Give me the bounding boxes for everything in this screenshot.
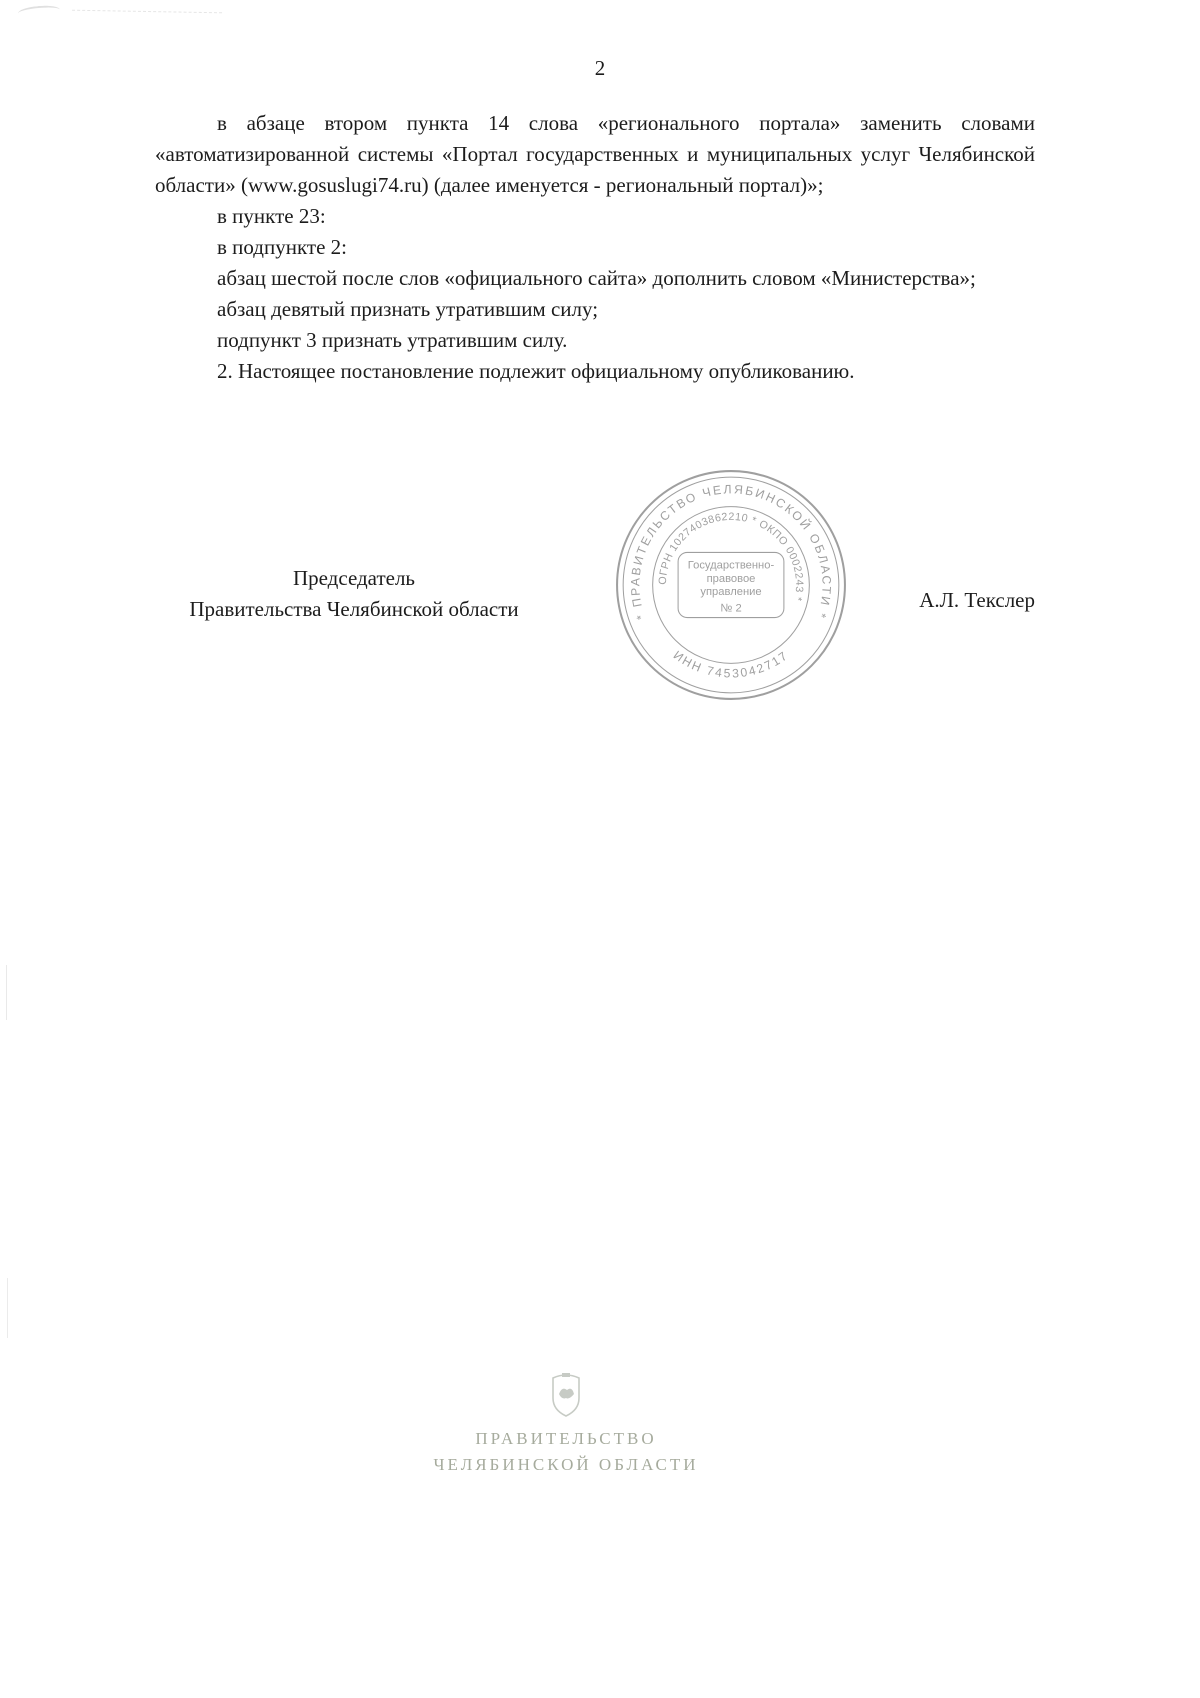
signature-name: А.Л. Текслер xyxy=(919,588,1035,612)
stamp-center-line1: Государственно- xyxy=(687,559,775,572)
scan-artifact xyxy=(72,10,222,20)
paragraph: 2. Настоящее постановление подлежит официальному опубликованию. xyxy=(217,359,855,383)
page-number: 2 xyxy=(594,56,606,80)
signature-position-line2: Правительства Челябинской области xyxy=(189,597,519,621)
stamp-second-circle xyxy=(623,477,839,693)
scan-artifact xyxy=(6,965,7,1020)
stamp-ring-top-text: * ПРАВИТЕЛЬСТВО ЧЕЛЯБИНСКОЙ ОБЛАСТИ * xyxy=(628,482,834,622)
paragraph: в абзаце втором пункта 14 слова «регионального портала» заменить словами «автоматизированной системы «Портал государственных и муниципальных услуг Челябинской области» (www.gosuslugi74.ru) (далее именуется - региональный портал)»; xyxy=(155,111,1035,197)
coat-of-arms-icon xyxy=(545,1372,587,1418)
footer-org-line2: ЧЕЛЯБИНСКОЙ ОБЛАСТИ xyxy=(433,1455,699,1474)
paragraph: в пункте 23: xyxy=(217,204,326,228)
footer-watermark xyxy=(0,1372,1132,1478)
stamp-center-line3: управление xyxy=(700,586,762,599)
paragraph: абзац шестой после слов «официального сайта» дополнить словом «Министерства»; xyxy=(217,266,976,290)
stamp-middle-circle xyxy=(653,507,810,664)
stamp-ring-bottom-text: ИНН 7453042717 xyxy=(670,647,792,681)
stamp-center-line4: № 2 xyxy=(720,602,742,615)
signature-position-line1: Председатель xyxy=(292,566,416,590)
stamp-outer-circle xyxy=(617,471,845,699)
scan-artifact xyxy=(7,1278,8,1338)
paragraph: подпункт 3 признать утратившим силу. xyxy=(217,328,568,352)
stamp-ring-inner-text: ОГРН 1027403862210 * ОКПО 0002243 * xyxy=(656,510,806,603)
official-seal-stamp xyxy=(614,468,848,702)
signature-position xyxy=(150,563,558,625)
stamp-center-line2: правовое xyxy=(706,572,756,585)
paragraph: в подпункте 2: xyxy=(217,235,347,259)
footer-org-line1: ПРАВИТЕЛЬСТВО xyxy=(475,1429,657,1448)
paragraph: абзац девятый признать утратившим силу; xyxy=(217,297,599,321)
scan-artifact xyxy=(18,4,61,19)
document-body xyxy=(155,108,1035,387)
